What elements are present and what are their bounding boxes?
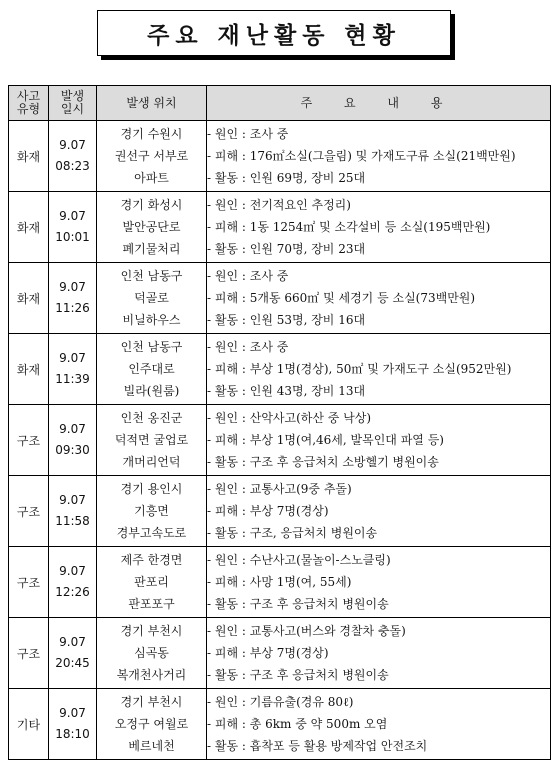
occurrence-hour: 10:01 [55,230,90,244]
incident-type-text: 기타 [16,717,41,732]
occurrence-location [97,547,207,618]
location-line-1: 인천 남동구 [120,269,183,283]
occurrence-hour: 11:39 [55,372,90,386]
activity-text: - 활동 : 구조 후 응급처치 병원이송 [207,597,389,611]
occurrence-time [49,263,97,334]
location-line-2: 기흥면 [134,504,169,518]
cause-text: - 원인 : 교통사고(버스와 경찰차 충돌) [207,624,406,638]
main-content [207,689,551,760]
occurrence-date: 9.07 [59,209,86,223]
incident-type [9,547,49,618]
cause-text: - 원인 : 전기적요인 추정리) [207,198,351,212]
header-type-line-1: 사고 [16,89,41,103]
location-line-3: 경부고속도로 [116,526,187,540]
occurrence-hour: 11:58 [55,514,90,528]
occurrence-date: 9.07 [59,422,86,436]
occurrence-hour: 18:10 [55,727,90,741]
incident-type-text: 구조 [16,433,41,448]
incident-type [9,263,49,334]
incident-type [9,334,49,405]
incident-type-text: 구조 [16,504,41,519]
location-line-2: 판포리 [134,575,169,589]
main-content [207,618,551,689]
incident-type-text: 구조 [16,575,41,590]
occurrence-date: 9.07 [59,635,86,649]
incident-type-text: 화재 [16,220,41,235]
cause-text: - 원인 : 산악사고(하산 중 낙상) [207,411,372,425]
damage-text: - 피해 : 1동 1254㎡ 및 소각설비 등 소실(195백만원) [207,220,491,234]
damage-text: - 피해 : 176㎡소실(그을림) 및 가재도구류 소실(21백만원) [207,149,516,163]
occurrence-date: 9.07 [59,493,86,507]
incident-type [9,618,49,689]
main-content [207,263,551,334]
table-row [9,547,551,618]
occurrence-location [97,263,207,334]
activity-text: - 활동 : 구조 후 응급처치 소방헬기 병원이송 [207,455,439,469]
incident-type [9,405,49,476]
location-line-2: 덕적면 굴업로 [114,433,189,447]
damage-text: - 피해 : 부상 1명(경상), 50㎡ 및 가재도구 소실(952만원) [207,362,512,376]
location-line-3: 폐기물처리 [122,242,181,256]
location-line-1: 경기 수원시 [120,127,183,141]
occurrence-location [97,405,207,476]
occurrence-location [97,618,207,689]
incident-type-text: 화재 [16,291,41,306]
header-location: 발생 위치 [97,86,207,121]
occurrence-time [49,192,97,263]
occurrence-time [49,476,97,547]
location-line-1: 제주 한경면 [120,553,183,567]
occurrence-hour: 12:26 [55,585,90,599]
table-row [9,334,551,405]
occurrence-time [49,334,97,405]
cause-text: - 원인 : 조사 중 [207,127,289,141]
damage-text: - 피해 : 부상 1명(여,46세, 발목인대 파열 등) [207,433,444,447]
damage-text: - 피해 : 부상 7명(경상) [207,504,329,518]
location-line-1: 경기 용인시 [120,482,183,496]
header-content: 주 요 내 용 [207,86,551,121]
main-content [207,334,551,405]
damage-text: - 피해 : 사망 1명(여, 55세) [207,575,352,589]
incident-type [9,689,49,760]
occurrence-date: 9.07 [59,280,86,294]
occurrence-date: 9.07 [59,564,86,578]
table-header-row [9,86,551,121]
header-time-line-1: 발생 [60,89,85,103]
cause-text: - 원인 : 수난사고(물놀이-스노클링) [207,553,391,567]
occurrence-location [97,476,207,547]
occurrence-hour: 11:26 [55,301,90,315]
cause-text: - 원인 : 조사 중 [207,340,289,354]
activity-text: - 활동 : 구조 후 응급처치 병원이송 [207,668,389,682]
location-line-2: 권선구 서부로 [114,149,189,163]
occurrence-date: 9.07 [59,351,86,365]
table-row [9,263,551,334]
location-line-1: 인천 옹진군 [120,411,183,425]
table-row [9,405,551,476]
disaster-activity-table [8,85,551,760]
occurrence-time [49,547,97,618]
main-content [207,405,551,476]
incident-type [9,121,49,192]
occurrence-time [49,618,97,689]
header-time [49,86,97,121]
activity-text: - 활동 : 인원 43명, 장비 13대 [207,384,366,398]
page-title: 주요 재난활동 현황 [147,22,401,49]
cause-text: - 원인 : 교통사고(9중 추돌) [207,482,352,496]
occurrence-time [49,405,97,476]
location-line-1: 경기 부천시 [120,695,183,709]
location-line-3: 아파트 [134,171,169,185]
occurrence-location [97,689,207,760]
location-line-2: 덕골로 [134,291,169,305]
incident-type-text: 화재 [16,149,41,164]
table-body [9,121,551,760]
occurrence-location [97,192,207,263]
damage-text: - 피해 : 5개동 660㎡ 및 세경기 등 소실(73백만원) [207,291,476,305]
header-type [9,86,49,121]
incident-type [9,476,49,547]
location-line-1: 인천 남동구 [120,340,183,354]
incident-type-text: 구조 [16,646,41,661]
location-line-3: 판포포구 [128,597,175,611]
table-row [9,476,551,547]
occurrence-location [97,334,207,405]
activity-text: - 활동 : 구조, 응급처치 병원이송 [207,526,378,540]
location-line-2: 발안공단로 [122,220,181,234]
incident-type-text: 화재 [16,362,41,377]
location-line-1: 경기 부천시 [120,624,183,638]
occurrence-location [97,121,207,192]
damage-text: - 피해 : 부상 7명(경상) [207,646,329,660]
main-content [207,192,551,263]
activity-text: - 활동 : 인원 70명, 장비 23대 [207,242,366,256]
activity-text: - 활동 : 흡착포 등 활용 방제작업 안전조치 [207,739,428,753]
location-line-3: 복개천사거리 [116,668,187,682]
table-row [9,618,551,689]
location-line-3: 비닐하우스 [122,313,181,327]
cause-text: - 원인 : 기름유출(경유 80ℓ) [207,695,354,709]
location-line-3: 개머리언덕 [122,455,181,469]
occurrence-hour: 08:23 [55,159,90,173]
main-content [207,476,551,547]
location-line-1: 경기 화성시 [120,198,183,212]
occurrence-hour: 20:45 [55,656,90,670]
title-box [97,10,451,56]
occurrence-date: 9.07 [59,138,86,152]
location-line-2: 심곡동 [134,646,169,660]
table-row [9,689,551,760]
occurrence-hour: 09:30 [55,443,90,457]
location-line-2: 오정구 여월로 [114,717,189,731]
header-type-line-2: 유형 [16,102,41,116]
incident-type [9,192,49,263]
activity-text: - 활동 : 인원 53명, 장비 16대 [207,313,366,327]
occurrence-time [49,689,97,760]
header-time-line-2: 일시 [60,102,85,116]
main-content [207,547,551,618]
occurrence-time [49,121,97,192]
location-line-2: 인주대로 [128,362,175,376]
occurrence-date: 9.07 [59,706,86,720]
location-line-3: 빌라(원룸) [123,384,180,398]
table-row [9,192,551,263]
activity-text: - 활동 : 인원 69명, 장비 25대 [207,171,366,185]
cause-text: - 원인 : 조사 중 [207,269,289,283]
damage-text: - 피해 : 총 6km 중 약 500m 오염 [207,717,388,731]
location-line-3: 베르네천 [128,739,175,753]
main-content [207,121,551,192]
table-row [9,121,551,192]
